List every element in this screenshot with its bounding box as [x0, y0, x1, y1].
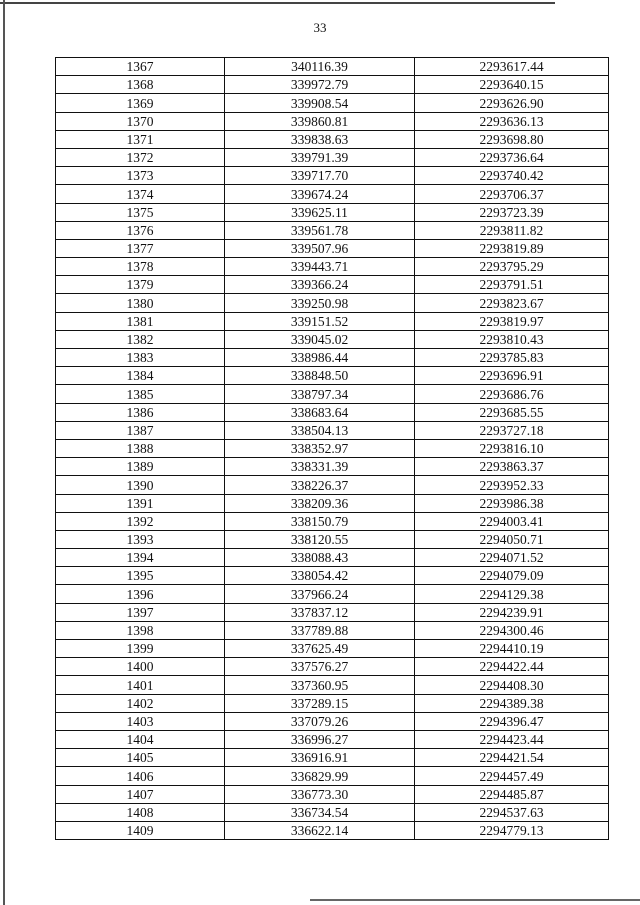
table-row — [56, 258, 609, 276]
point-number-cell: 1371 — [56, 130, 225, 148]
table-row — [56, 640, 609, 658]
x-coordinate-cell: 337837.12 — [225, 603, 415, 621]
point-number-cell: 1405 — [56, 749, 225, 767]
x-coordinate-cell: 339507.96 — [225, 239, 415, 257]
x-coordinate-cell: 338209.36 — [225, 494, 415, 512]
y-coordinate-cell: 2293819.89 — [415, 239, 609, 257]
table-row — [56, 621, 609, 639]
y-coordinate-cell: 2293686.76 — [415, 385, 609, 403]
x-coordinate-cell: 336996.27 — [225, 730, 415, 748]
y-coordinate-cell: 2293811.82 — [415, 221, 609, 239]
y-coordinate-cell: 2293706.37 — [415, 185, 609, 203]
scan-border-top — [0, 2, 555, 4]
table-row — [56, 585, 609, 603]
point-number-cell: 1384 — [56, 367, 225, 385]
point-number-cell: 1376 — [56, 221, 225, 239]
table-row — [56, 58, 609, 76]
scan-border-left — [3, 0, 5, 905]
table-row — [56, 94, 609, 112]
table-row — [56, 203, 609, 221]
y-coordinate-cell: 2294239.91 — [415, 603, 609, 621]
y-coordinate-cell: 2293810.43 — [415, 330, 609, 348]
point-number-cell: 1395 — [56, 567, 225, 585]
y-coordinate-cell: 2293986.38 — [415, 494, 609, 512]
x-coordinate-cell: 338331.39 — [225, 458, 415, 476]
table-row — [56, 603, 609, 621]
table-row — [56, 694, 609, 712]
y-coordinate-cell: 2294537.63 — [415, 803, 609, 821]
point-number-cell: 1401 — [56, 676, 225, 694]
point-number-cell: 1404 — [56, 730, 225, 748]
x-coordinate-cell: 339625.11 — [225, 203, 415, 221]
x-coordinate-cell: 337289.15 — [225, 694, 415, 712]
point-number-cell: 1377 — [56, 239, 225, 257]
point-number-cell: 1386 — [56, 403, 225, 421]
point-number-cell: 1369 — [56, 94, 225, 112]
y-coordinate-cell: 2294421.54 — [415, 749, 609, 767]
table-row — [56, 476, 609, 494]
table-row — [56, 494, 609, 512]
y-coordinate-cell: 2293785.83 — [415, 349, 609, 367]
x-coordinate-cell: 339151.52 — [225, 312, 415, 330]
y-coordinate-cell: 2294422.44 — [415, 658, 609, 676]
y-coordinate-cell: 2294410.19 — [415, 640, 609, 658]
point-number-cell: 1367 — [56, 58, 225, 76]
table-row — [56, 676, 609, 694]
x-coordinate-cell: 336829.99 — [225, 767, 415, 785]
point-number-cell: 1408 — [56, 803, 225, 821]
y-coordinate-cell: 2293740.42 — [415, 167, 609, 185]
page-number: 33 — [313, 20, 327, 35]
x-coordinate-cell: 338504.13 — [225, 421, 415, 439]
x-coordinate-cell: 339250.98 — [225, 294, 415, 312]
y-coordinate-cell: 2293736.64 — [415, 148, 609, 166]
point-number-cell: 1375 — [56, 203, 225, 221]
x-coordinate-cell: 339045.02 — [225, 330, 415, 348]
point-number-cell: 1393 — [56, 530, 225, 548]
table-row — [56, 294, 609, 312]
y-coordinate-cell: 2293696.91 — [415, 367, 609, 385]
x-coordinate-cell: 340116.39 — [225, 58, 415, 76]
table-row — [56, 367, 609, 385]
x-coordinate-cell: 336734.54 — [225, 803, 415, 821]
y-coordinate-cell: 2294396.47 — [415, 712, 609, 730]
table-row — [56, 112, 609, 130]
point-number-cell: 1403 — [56, 712, 225, 730]
x-coordinate-cell: 337966.24 — [225, 585, 415, 603]
x-coordinate-cell: 339366.24 — [225, 276, 415, 294]
y-coordinate-cell: 2293952.33 — [415, 476, 609, 494]
point-number-cell: 1399 — [56, 640, 225, 658]
x-coordinate-cell: 339717.70 — [225, 167, 415, 185]
x-coordinate-cell: 337789.88 — [225, 621, 415, 639]
x-coordinate-cell: 339443.71 — [225, 258, 415, 276]
table-row — [56, 767, 609, 785]
y-coordinate-cell: 2294050.71 — [415, 530, 609, 548]
coordinates-table — [55, 57, 609, 840]
table-row — [56, 749, 609, 767]
table-row — [56, 76, 609, 94]
point-number-cell: 1390 — [56, 476, 225, 494]
x-coordinate-cell: 338120.55 — [225, 530, 415, 548]
point-number-cell: 1406 — [56, 767, 225, 785]
x-coordinate-cell: 338683.64 — [225, 403, 415, 421]
table-row — [56, 658, 609, 676]
y-coordinate-cell: 2294071.52 — [415, 549, 609, 567]
point-number-cell: 1382 — [56, 330, 225, 348]
x-coordinate-cell: 339561.78 — [225, 221, 415, 239]
point-number-cell: 1385 — [56, 385, 225, 403]
y-coordinate-cell: 2294408.30 — [415, 676, 609, 694]
y-coordinate-cell: 2293727.18 — [415, 421, 609, 439]
table-row — [56, 785, 609, 803]
point-number-cell: 1402 — [56, 694, 225, 712]
point-number-cell: 1398 — [56, 621, 225, 639]
x-coordinate-cell: 338150.79 — [225, 512, 415, 530]
point-number-cell: 1381 — [56, 312, 225, 330]
x-coordinate-cell: 338352.97 — [225, 439, 415, 457]
point-number-cell: 1368 — [56, 76, 225, 94]
x-coordinate-cell: 338088.43 — [225, 549, 415, 567]
y-coordinate-cell: 2293685.55 — [415, 403, 609, 421]
y-coordinate-cell: 2294300.46 — [415, 621, 609, 639]
y-coordinate-cell: 2293617.44 — [415, 58, 609, 76]
y-coordinate-cell: 2294779.13 — [415, 821, 609, 839]
point-number-cell: 1378 — [56, 258, 225, 276]
y-coordinate-cell: 2293723.39 — [415, 203, 609, 221]
table-row — [56, 421, 609, 439]
x-coordinate-cell: 336773.30 — [225, 785, 415, 803]
y-coordinate-cell: 2293816.10 — [415, 439, 609, 457]
point-number-cell: 1379 — [56, 276, 225, 294]
y-coordinate-cell: 2293795.29 — [415, 258, 609, 276]
y-coordinate-cell: 2293626.90 — [415, 94, 609, 112]
table-row — [56, 730, 609, 748]
table-row — [56, 439, 609, 457]
x-coordinate-cell: 337360.95 — [225, 676, 415, 694]
point-number-cell: 1383 — [56, 349, 225, 367]
y-coordinate-cell: 2293698.80 — [415, 130, 609, 148]
x-coordinate-cell: 338986.44 — [225, 349, 415, 367]
y-coordinate-cell: 2294423.44 — [415, 730, 609, 748]
point-number-cell: 1372 — [56, 148, 225, 166]
x-coordinate-cell: 337625.49 — [225, 640, 415, 658]
table-row — [56, 167, 609, 185]
point-number-cell: 1397 — [56, 603, 225, 621]
table-row — [56, 803, 609, 821]
table-row — [56, 458, 609, 476]
x-coordinate-cell: 336622.14 — [225, 821, 415, 839]
coordinates-table-body — [56, 58, 609, 840]
y-coordinate-cell: 2293640.15 — [415, 76, 609, 94]
point-number-cell: 1391 — [56, 494, 225, 512]
table-row — [56, 567, 609, 585]
x-coordinate-cell: 339860.81 — [225, 112, 415, 130]
table-row — [56, 276, 609, 294]
table-row — [56, 148, 609, 166]
point-number-cell: 1373 — [56, 167, 225, 185]
table-row — [56, 821, 609, 839]
point-number-cell: 1407 — [56, 785, 225, 803]
point-number-cell: 1380 — [56, 294, 225, 312]
point-number-cell: 1370 — [56, 112, 225, 130]
x-coordinate-cell: 337079.26 — [225, 712, 415, 730]
scan-border-bottom — [310, 899, 640, 901]
y-coordinate-cell: 2294485.87 — [415, 785, 609, 803]
table-row — [56, 185, 609, 203]
point-number-cell: 1374 — [56, 185, 225, 203]
table-row — [56, 403, 609, 421]
x-coordinate-cell: 338797.34 — [225, 385, 415, 403]
x-coordinate-cell: 339838.63 — [225, 130, 415, 148]
x-coordinate-cell: 339908.54 — [225, 94, 415, 112]
x-coordinate-cell: 336916.91 — [225, 749, 415, 767]
y-coordinate-cell: 2293636.13 — [415, 112, 609, 130]
point-number-cell: 1400 — [56, 658, 225, 676]
x-coordinate-cell: 337576.27 — [225, 658, 415, 676]
y-coordinate-cell: 2294129.38 — [415, 585, 609, 603]
table-row — [56, 349, 609, 367]
y-coordinate-cell: 2294003.41 — [415, 512, 609, 530]
x-coordinate-cell: 338054.42 — [225, 567, 415, 585]
y-coordinate-cell: 2293791.51 — [415, 276, 609, 294]
y-coordinate-cell: 2293863.37 — [415, 458, 609, 476]
point-number-cell: 1387 — [56, 421, 225, 439]
table-row — [56, 330, 609, 348]
point-number-cell: 1388 — [56, 439, 225, 457]
table-row — [56, 239, 609, 257]
x-coordinate-cell: 339972.79 — [225, 76, 415, 94]
point-number-cell: 1389 — [56, 458, 225, 476]
point-number-cell: 1392 — [56, 512, 225, 530]
table-row — [56, 712, 609, 730]
x-coordinate-cell: 339674.24 — [225, 185, 415, 203]
y-coordinate-cell: 2293823.67 — [415, 294, 609, 312]
point-number-cell: 1396 — [56, 585, 225, 603]
table-row — [56, 130, 609, 148]
point-number-cell: 1409 — [56, 821, 225, 839]
table-row — [56, 221, 609, 239]
point-number-cell: 1394 — [56, 549, 225, 567]
y-coordinate-cell: 2293819.97 — [415, 312, 609, 330]
y-coordinate-cell: 2294079.09 — [415, 567, 609, 585]
table-row — [56, 312, 609, 330]
y-coordinate-cell: 2294389.38 — [415, 694, 609, 712]
x-coordinate-cell: 339791.39 — [225, 148, 415, 166]
table-row — [56, 549, 609, 567]
x-coordinate-cell: 338226.37 — [225, 476, 415, 494]
x-coordinate-cell: 338848.50 — [225, 367, 415, 385]
y-coordinate-cell: 2294457.49 — [415, 767, 609, 785]
table-row — [56, 530, 609, 548]
table-row — [56, 385, 609, 403]
table-row — [56, 512, 609, 530]
